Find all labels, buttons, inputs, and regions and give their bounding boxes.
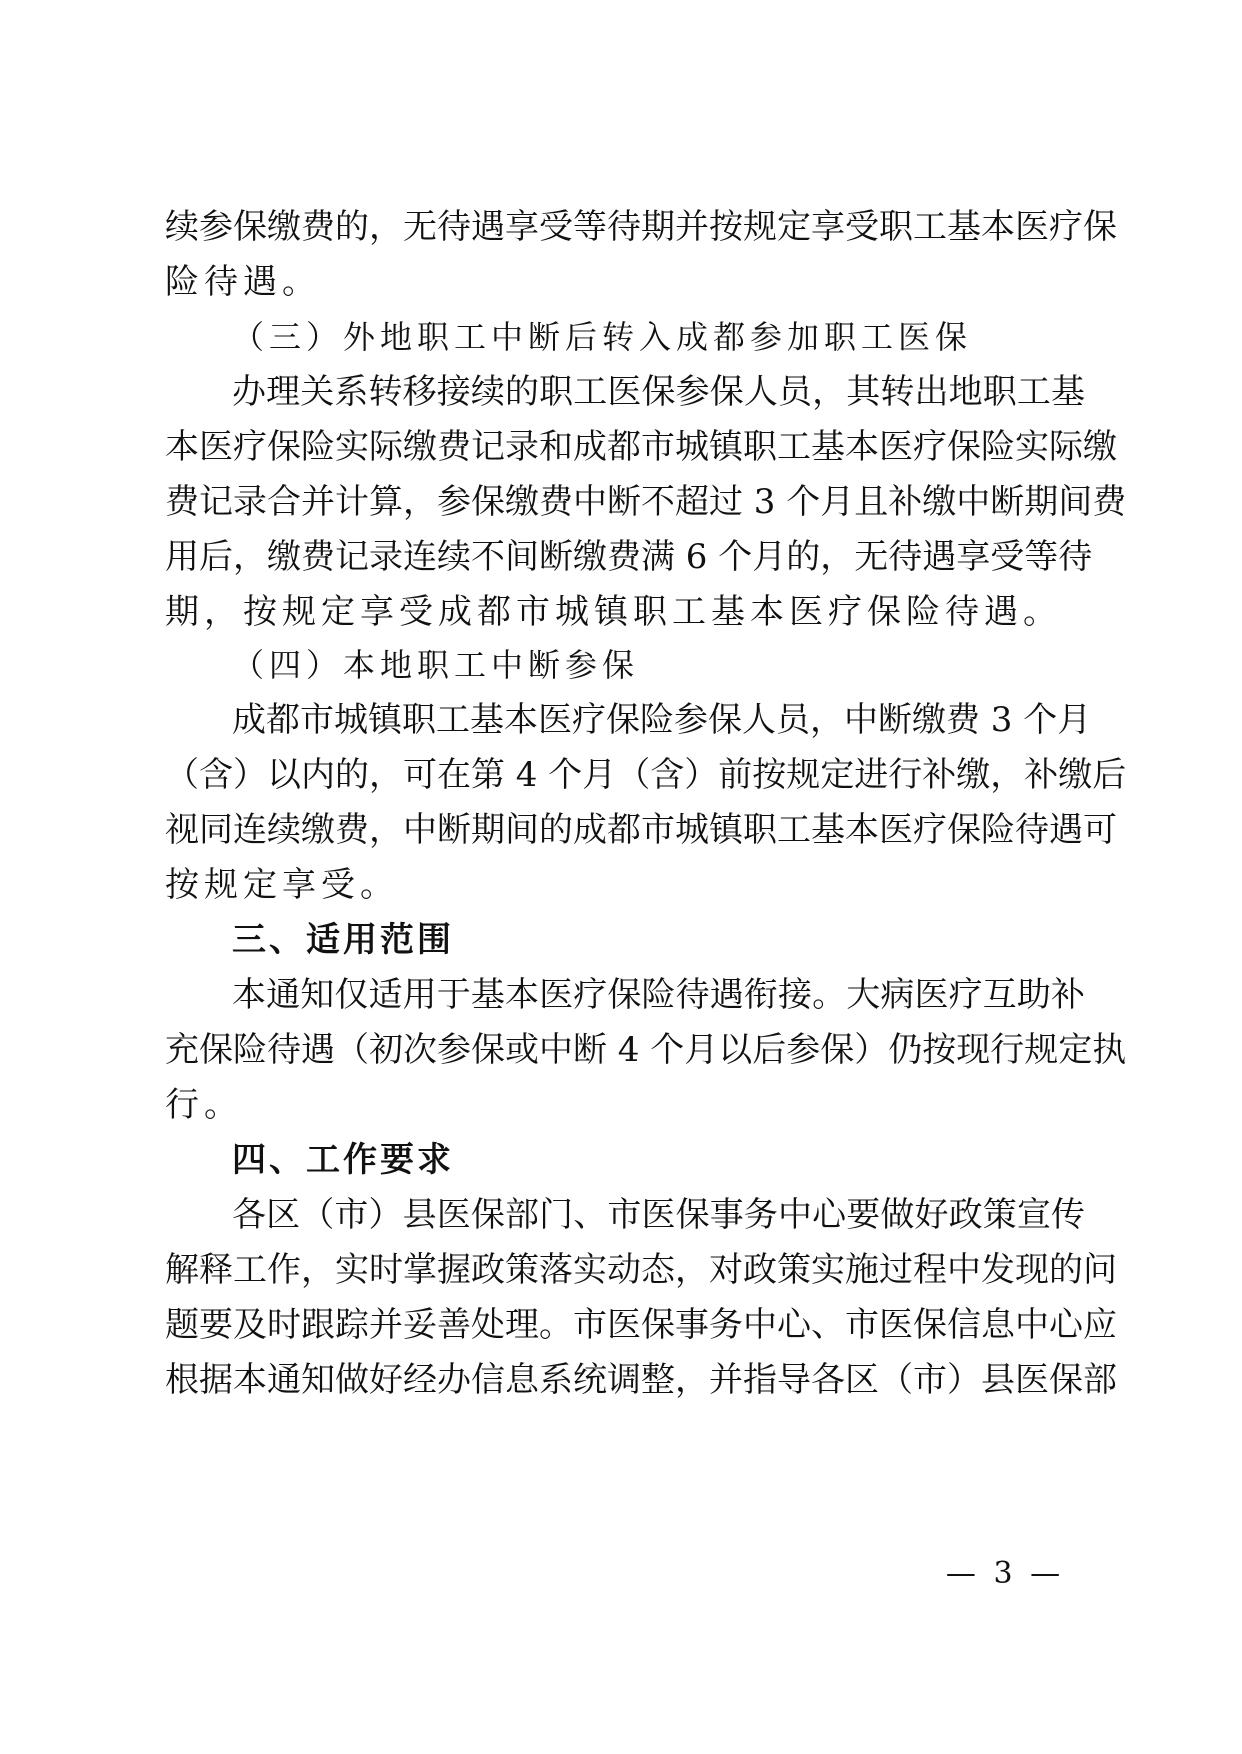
section-heading: 四、工作要求 [232, 1140, 454, 1180]
body-text-line: 各区（市）县医保部门、市医保事务中心要做好政策宣传 [232, 1195, 1085, 1235]
body-text-line: 根据本通知做好经办信息系统调整，并指导各区（市）县医保部 [165, 1360, 1117, 1400]
body-text-line: 按规定享受。 [165, 865, 399, 905]
body-text-line: 本通知仅适用于基本医疗保险待遇衔接。大病医疗互助补 [232, 975, 1085, 1015]
body-text-line: 解释工作，实时掌握政策落实动态，对政策实施过程中发现的问 [165, 1250, 1117, 1290]
body-text-line: 成都市城镇职工基本医疗保险参保人员，中断缴费 3 个月 [232, 700, 1092, 740]
body-text-line: 视同连续缴费，中断期间的成都市城镇职工基本医疗保险待遇可 [165, 810, 1117, 850]
body-text-line: 行。 [165, 1085, 243, 1125]
body-text-line: 费记录合并计算，参保缴费中断不超过 3 个月且补缴中断期间费 [165, 482, 1127, 522]
body-text-line: 险待遇。 [165, 262, 321, 302]
body-text-line: 本医疗保险实际缴费记录和成都市城镇职工基本医疗保险实际缴 [165, 427, 1117, 467]
section-heading: 三、适用范围 [232, 920, 454, 960]
page-number: — 3 — [945, 1556, 1065, 1591]
body-text-line: 题要及时跟踪并妥善处理。市医保事务中心、市医保信息中心应 [165, 1305, 1117, 1345]
subsection-heading: （四）本地职工中断参保 [232, 646, 640, 684]
body-text-line: 续参保缴费的，无待遇享受等待期并按规定享受职工基本医疗保 [165, 207, 1117, 247]
subsection-heading: （三）外地职工中断后转入成都参加职工医保 [232, 318, 973, 356]
body-text-line: 办理关系转移接续的职工医保参保人员，其转出地职工基 [232, 372, 1085, 412]
body-text-line: 充保险待遇（初次参保或中断 4 个月以后参保）仍按现行规定执 [165, 1030, 1127, 1070]
body-text-line: 期，按规定享受成都市城镇职工基本医疗保险待遇。 [165, 592, 1062, 632]
body-text-line: 用后，缴费记录连续不间断缴费满 6 个月的，无待遇享受等待 [165, 537, 1093, 577]
body-text-line: （含）以内的，可在第 4 个月（含）前按规定进行补缴，补缴后 [165, 755, 1127, 795]
